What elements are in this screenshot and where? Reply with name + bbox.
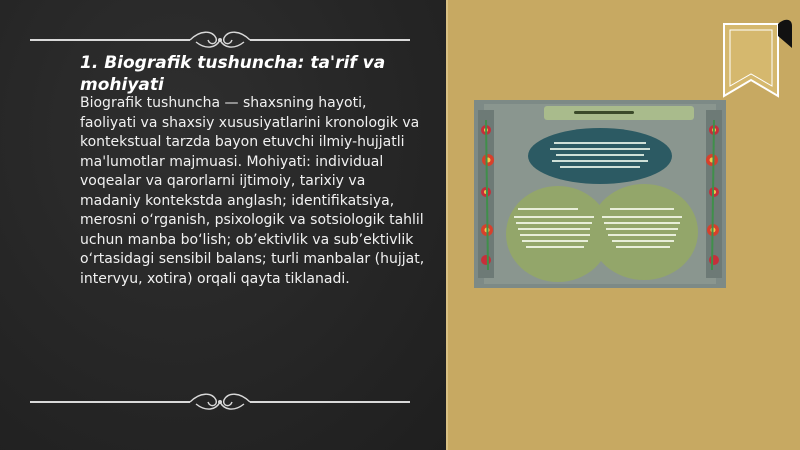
slide-title: 1. Biografik tushuncha: ta'rif va mohiyati [80,53,386,95]
ornamental-divider-bottom [30,390,410,414]
ribbon-bookmark-icon [720,18,792,102]
ornamental-divider-top [30,28,410,52]
slide-body-text: Biografik tushuncha — shaxsning hayoti, faoliyati va shaxsiy xususiyatlarini kronologik va kontekstual tarzda bayon etuvchi ilmiy-hujjatli ma'lumotlar majmuasi. Mohiyati: individual voqealar va qarorlarni ijtimoiy, tarixiy va madaniy kontekstda anglash; identifikatsiya, merosni o‘rganish, psixologik va sotsiologik tahlil uchun manba bo‘lish; ob’ektivlik va sub’ektivlik o‘rtasidagi sensibil balans; turli manbalar (hujjat, intervyu, xotira) orqali qayta tiklanadi. [80,95,425,287]
diagram-image [474,100,726,288]
